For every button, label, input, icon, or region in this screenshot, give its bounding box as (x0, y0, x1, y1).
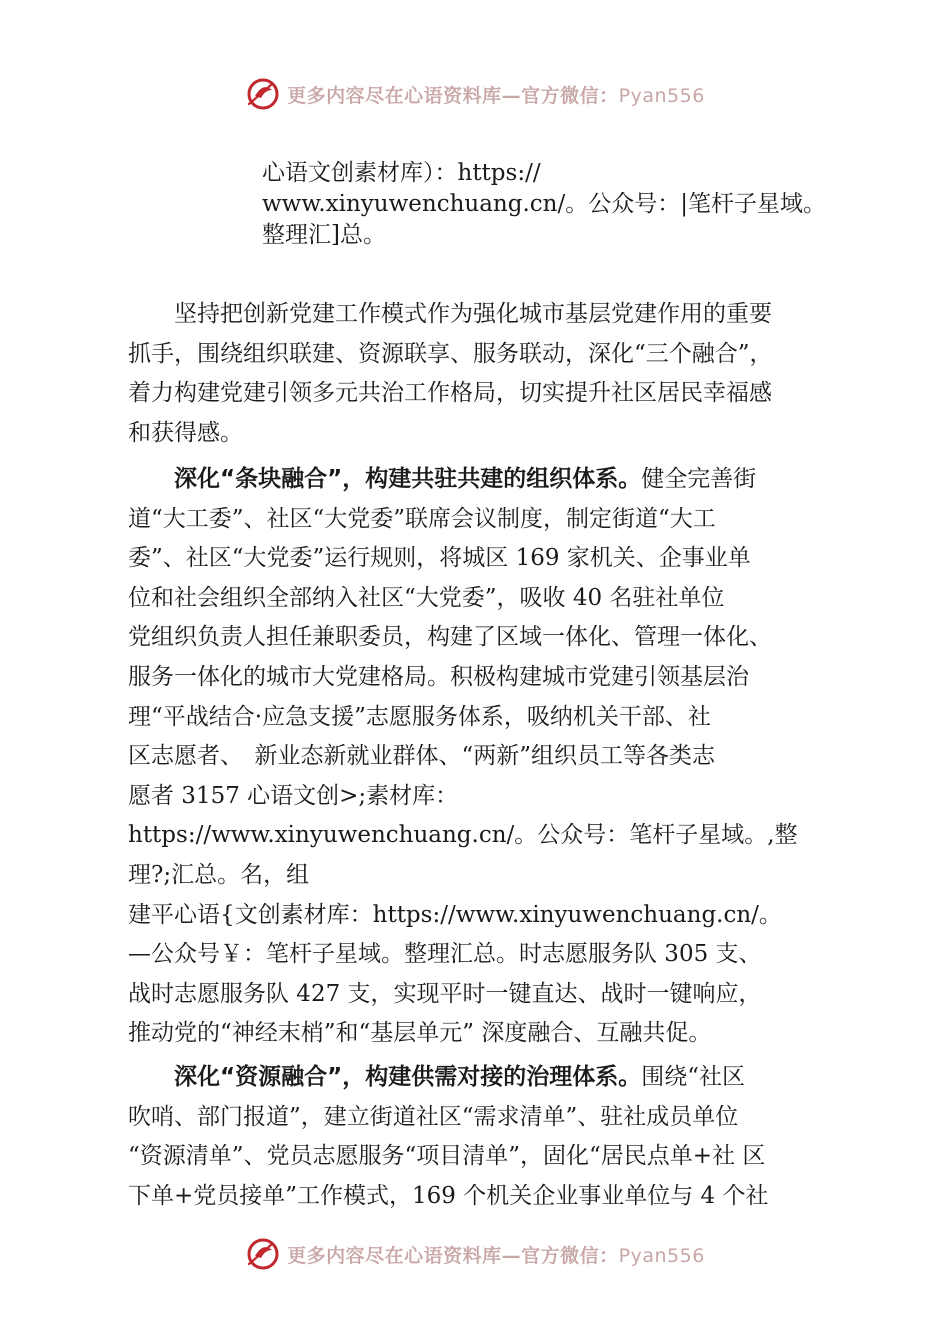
source-note: 心语文创素材库）：https:// www.xinyuwenchuang.cn/。公众号：|笔杆子星域。 整理汇]总。 (262, 160, 826, 248)
brand-logo-icon (245, 76, 281, 112)
paragraph-body: 围绕“社区 吹哨、部门报道”，建立街道社区“需求清单”、驻社成员单位 “资源清单”、党员志愿服务“项目清单”，固化“居民点单+社 区 下单+党员接单”工作模式，169 个机关企业事业单位与 4 个社 (128, 1064, 769, 1209)
paragraph-lead: 深化“条块融合”，构建共驻共建的组织体系。 (128, 466, 642, 492)
paragraph-resources (128, 1058, 833, 1216)
paragraph-lead: 深化“资源融合”，构建供需对接的治理体系。 (128, 1064, 642, 1090)
paragraph-intro (128, 295, 833, 453)
watermark-text: 更多内容尽在心语资料库—官方微信：Pyan556 (287, 1244, 705, 1267)
paragraph-organization (128, 460, 833, 1054)
watermark-text: 更多内容尽在心语资料库—官方微信：Pyan556 (287, 84, 705, 107)
paragraph-body: 坚持把创新党建工作模式作为强化城市基层党建作用的重要 抓手，围绕组织联建、资源联享、服务联动，深化“三个融合”， 着力构建党建引领多元共治工作格局，切实提升社区居民幸福感 和获得感。 (128, 301, 773, 446)
wechat-id: Pyan556 (618, 84, 705, 107)
header-watermark (0, 72, 950, 116)
paragraph-body: 健全完善街 道“大工委”、社区“大党委”联席会议制度，制定街道“大工 委”、社区“大党委”运行规则，将城区 169 家机关、企事业单 位和社会组织全部纳入社区“大党委”，吸收 40 名驻社单位 党组织负责人担任兼职委员，构建了区域一体化、管理一体化、 服务一体化的城市大党建格局。积极构建城市党建引领基层治 理“平战结合·应急支援”志愿服务体系，吸纳机关干部、社 区志愿者、 新业态新就业群体、“两新”组织员工等各类志 愿者 3157 心语文创>;素材库： https://www.xinyuwenchuang.cn/。公众号：笔杆子星域。,整 理?;汇总。名，组 建平心语{文创素材库：https://www.xinyuwenchuang.cn/。 —公众号￥：笔杆子星域。整理汇总。时志愿服务队 305 支、 战时志愿服务队 427 支，实现平时一键直达、战时一键响应， 推动党的“神经末梢”和“基层单元” 深度融合、互融共促。 (128, 466, 798, 1047)
footer-watermark (0, 1232, 950, 1276)
wechat-id: Pyan556 (618, 1244, 705, 1267)
brand-logo-icon (245, 1236, 281, 1272)
